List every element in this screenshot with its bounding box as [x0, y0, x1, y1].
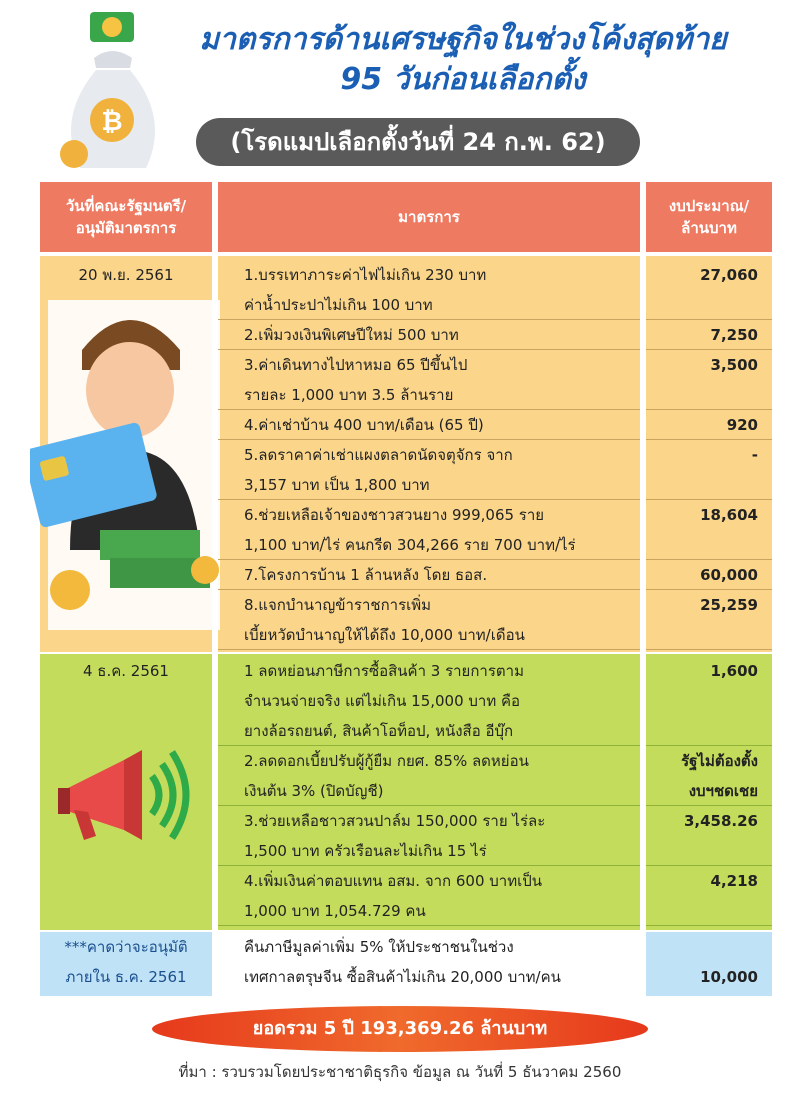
section-3-line-2: เทศกาลตรุษจีน ซื้อสินค้าไม่เกิน 20,000 บาท/คน — [244, 968, 561, 986]
budget-cell — [646, 350, 772, 410]
budget-cell — [646, 320, 772, 350]
budget-value: งบฯชดเชย — [688, 782, 758, 800]
measure-line: ยางล้อรถยนต์, สินค้าโอท็อป, หนังสือ อีบุ๊ก — [244, 722, 514, 740]
section-3-budget: 10,000 — [700, 968, 758, 986]
measure-line: จำนวนจ่ายจริง แต่ไม่เกิน 15,000 บาท คือ — [244, 692, 521, 710]
budget-value: 4,218 — [710, 872, 758, 890]
budget-value: 27,060 — [700, 266, 758, 284]
budget-cell — [646, 500, 772, 560]
measure-line: 1,500 บาท ครัวเรือนละไม่เกิน 15 ไร่ — [244, 842, 487, 860]
measure-line: 8.แจกบำนาญข้าราชการเพิ่ม — [244, 596, 432, 614]
measure-row — [218, 350, 640, 410]
measure-line: 4.ค่าเช่าบ้าน 400 บาท/เดือน (65 ปี) — [244, 416, 484, 434]
measure-row — [218, 806, 640, 866]
budget-cell — [646, 560, 772, 590]
measure-row — [218, 500, 640, 560]
budget-cell — [646, 590, 772, 650]
section-1-date: 20 พ.ย. 2561 — [78, 266, 174, 284]
budget-cell — [646, 746, 772, 806]
budget-value: 18,604 — [700, 506, 758, 524]
title-line-1: มาตรการด้านเศรษฐกิจในช่วงโค้งสุดท้าย — [199, 22, 727, 57]
section-2-date: 4 ธ.ค. 2561 — [83, 662, 169, 680]
budget-value: - — [751, 446, 758, 464]
title-line-2: 95 วันก่อนเลือกตั้ง — [340, 62, 586, 97]
budget-value: รัฐไม่ต้องตั้ง — [681, 752, 758, 770]
section-3-date-line-2: ภายใน ธ.ค. 2561 — [65, 968, 187, 986]
measure-row — [218, 320, 640, 350]
header-date-line-1: วันที่คณะรัฐมนตรี/ — [65, 197, 187, 215]
roadmap-badge: (โรดแมปเลือกตั้งวันที่ 24 ก.พ. 62) — [196, 118, 640, 166]
header-date-line-2: อนุมัติมาตรการ — [75, 219, 177, 237]
measure-line: 3,157 บาท เป็น 1,800 บาท — [244, 476, 430, 494]
megaphone-icon — [54, 740, 194, 850]
header-budget — [646, 182, 772, 252]
section-3-date — [40, 932, 212, 992]
budget-value: 3,500 — [710, 356, 758, 374]
measure-line: 3.ค่าเดินทางไปหาหมอ 65 ปีขึ้นไป — [244, 356, 468, 374]
header-budget-line-2: ล้านบาท — [681, 219, 737, 237]
measure-row — [218, 440, 640, 500]
header-measure: มาตรการ — [218, 182, 640, 252]
measure-line: 2.ลดดอกเบี้ยปรับผู้กู้ยืม กยศ. 85% ลดหย่อน — [244, 752, 529, 770]
section-3-line-1: คืนภาษีมูลค่าเพิ่ม 5% ให้ประชาชนในช่วง — [244, 938, 514, 956]
section-3-measure — [218, 932, 640, 992]
measure-line: 1 ลดหย่อนภาษีการซื้อสินค้า 3 รายการตาม — [244, 662, 524, 680]
page-title — [168, 20, 758, 100]
svg-text:₿: ₿ — [101, 107, 123, 137]
measure-row — [218, 590, 640, 650]
budget-cell — [646, 440, 772, 500]
budget-value: 60,000 — [700, 566, 758, 584]
budget-cell — [646, 866, 772, 926]
budget-cell — [646, 656, 772, 746]
header-date — [40, 182, 212, 252]
measure-row — [218, 746, 640, 806]
total-banner: ยอดรวม 5 ปี 193,369.26 ล้านบาท — [152, 1006, 648, 1052]
budget-value: 920 — [726, 416, 758, 434]
budget-value: 1,600 — [710, 662, 758, 680]
budget-value: 25,259 — [700, 596, 758, 614]
measure-line: 3.ช่วยเหลือชาวสวนปาล์ม 150,000 ราย ไร่ละ — [244, 812, 546, 830]
budget-cell — [646, 806, 772, 866]
header-budget-line-1: งบประมาณ/ — [668, 197, 750, 215]
man-with-card-illustration — [30, 300, 230, 640]
measure-row — [218, 866, 640, 926]
section-3-date-line-1: ***คาดว่าจะอนุมัติ — [64, 938, 188, 956]
measure-line: 5.ลดราคาค่าเช่าแผงตลาดนัดจตุจักร จาก — [244, 446, 513, 464]
measure-row — [218, 260, 640, 320]
measure-line: 1,100 บาท/ไร่ คนกรีด 304,266 ราย 700 บาท/ไร่ — [244, 536, 576, 554]
measure-line: 4.เพิ่มเงินค่าตอบแทน อสม. จาก 600 บาทเป็น — [244, 872, 543, 890]
budget-value: 7,250 — [710, 326, 758, 344]
budget-cell — [646, 260, 772, 320]
measure-line: 1.บรรเทาภาระค่าไฟไม่เกิน 230 บาท — [244, 266, 487, 284]
measure-line: 7.โครงการบ้าน 1 ล้านหลัง โดย ธอส. — [244, 566, 488, 584]
source-note: ที่มา : รวบรวมโดยประชาชาติธุรกิจ ข้อมูล ณ วันที่ 5 ธันวาคม 2560 — [178, 1063, 622, 1081]
measure-row — [218, 410, 640, 440]
budget-value: 3,458.26 — [683, 812, 758, 830]
measure-line: 6.ช่วยเหลือเจ้าของชาวสวนยาง 999,065 ราย — [244, 506, 545, 524]
money-bag-icon — [60, 8, 170, 178]
measure-line: เงินต้น 3% (ปิดบัญชี) — [244, 782, 384, 800]
measure-line: 2.เพิ่มวงเงินพิเศษปีใหม่ 500 บาท — [244, 326, 459, 344]
budget-cell — [646, 410, 772, 440]
measure-line: 1,000 บาท 1,054.729 คน — [244, 902, 426, 920]
measure-line: เบี้ยหวัดบำนาญให้ได้ถึง 10,000 บาท/เดือน — [244, 626, 525, 644]
measure-row — [218, 560, 640, 590]
measure-line: รายละ 1,000 บาท 3.5 ล้านราย — [244, 386, 454, 404]
measure-line: ค่าน้ำประปาไม่เกิน 100 บาท — [244, 296, 433, 314]
measure-row — [218, 656, 640, 746]
